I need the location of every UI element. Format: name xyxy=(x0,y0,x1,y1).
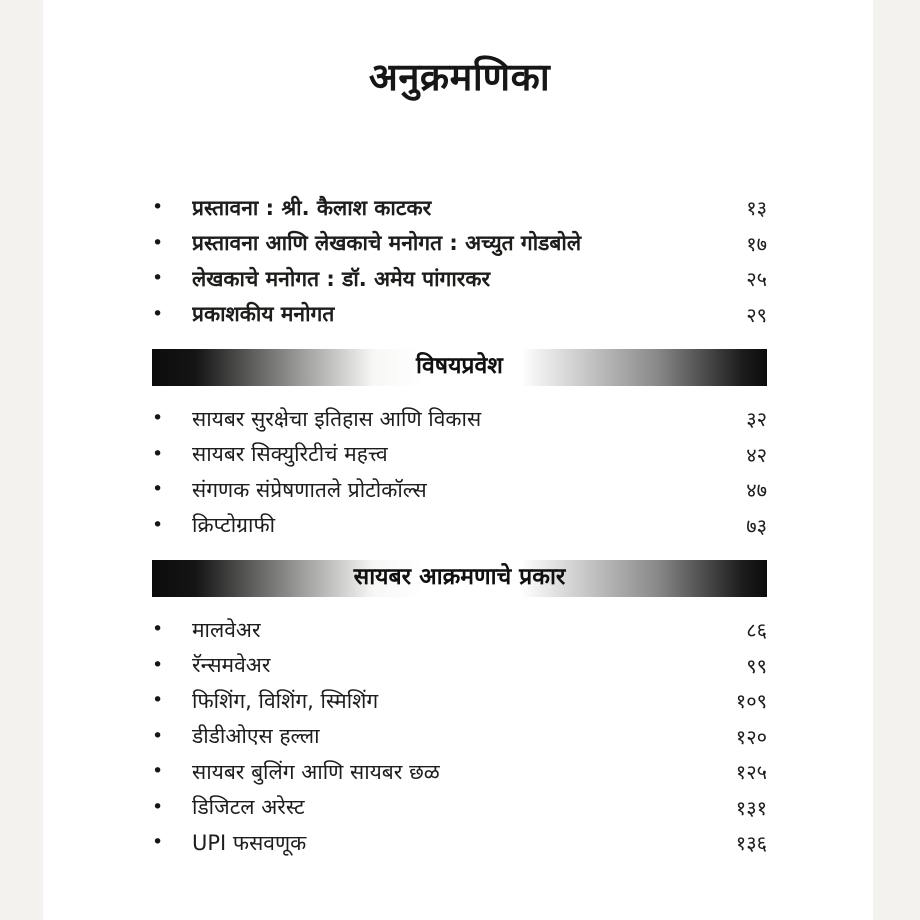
toc-entry-page-number: ९९ xyxy=(746,653,767,678)
toc-entry xyxy=(152,437,767,473)
toc-entry-page-number: २५ xyxy=(746,267,767,292)
bullet-icon: • xyxy=(152,831,164,854)
toc-entry xyxy=(152,648,767,684)
bullet-icon: • xyxy=(152,653,164,676)
toc-entry xyxy=(152,612,767,648)
toc-entry-page-number: १७ xyxy=(746,231,767,256)
bullet-icon: • xyxy=(152,795,164,818)
toc-entry xyxy=(152,401,767,437)
toc-entry xyxy=(152,790,767,826)
toc-entry-title: प्रकाशकीय मनोगत xyxy=(192,302,335,327)
toc-entry-title: प्रस्तावना आणि लेखकाचे मनोगत : अच्युत गोडबोले xyxy=(192,231,582,256)
toc-entry xyxy=(152,754,767,790)
page-title: अनुक्रमणिका xyxy=(368,55,551,99)
toc-entry-title: रॅन्समवेअर xyxy=(192,653,271,678)
toc-entry-page-number: १३१ xyxy=(735,795,767,820)
section-heading-bar xyxy=(152,560,767,597)
toc-entry xyxy=(152,472,767,508)
section-heading-bar xyxy=(152,349,767,386)
bullet-icon: • xyxy=(152,618,164,641)
toc-entry-title: डिजिटल अरेस्ट xyxy=(192,795,305,820)
toc-entry-title: क्रिप्टोग्राफी xyxy=(192,513,276,538)
toc-entry-page-number: ४२ xyxy=(746,442,767,467)
toc-entry xyxy=(152,261,767,297)
bullet-icon: • xyxy=(152,724,164,747)
toc-entry-page-number: ७३ xyxy=(746,513,767,538)
toc-entry-title: संगणक संप्रेषणातले प्रोटोकॉल्स xyxy=(192,477,427,502)
toc-entry-title: मालवेअर xyxy=(192,617,261,642)
bullet-icon: • xyxy=(152,231,164,254)
toc-entry-page-number: १३ xyxy=(746,196,767,221)
toc-entry-page-number: १२० xyxy=(735,724,767,749)
toc-entry xyxy=(152,226,767,262)
toc-entry xyxy=(152,825,767,861)
toc-entry xyxy=(152,719,767,755)
bullet-icon: • xyxy=(152,267,164,290)
bullet-icon: • xyxy=(152,302,164,325)
bullet-icon: • xyxy=(152,513,164,536)
toc-entry-page-number: २९ xyxy=(746,302,767,327)
toc-entry-title: UPI फसवणूक xyxy=(192,830,307,855)
bullet-icon: • xyxy=(152,478,164,501)
toc-entry xyxy=(152,508,767,544)
bullet-icon: • xyxy=(152,442,164,465)
toc-entry-title: लेखकाचे मनोगत : डॉ. अमेय पांगारकर xyxy=(192,266,491,291)
toc-entry-page-number: ४७ xyxy=(746,478,767,503)
page-content xyxy=(152,0,767,861)
toc-entry-title: सायबर बुलिंग आणि सायबर छळ xyxy=(192,759,440,784)
section-heading: सायबर आक्रमणाचे प्रकार xyxy=(353,563,566,590)
toc-entry-page-number: ३२ xyxy=(746,407,767,432)
toc-entry xyxy=(152,190,767,226)
toc-entry xyxy=(152,297,767,333)
toc-entry-title: सायबर सिक्युरिटीचं महत्त्व xyxy=(192,442,388,467)
toc-entry xyxy=(152,683,767,719)
toc-list xyxy=(152,190,767,861)
toc-entry-title: डीडीओएस हल्ला xyxy=(192,724,320,749)
toc-entry-page-number: १३६ xyxy=(735,831,767,856)
toc-entry-page-number: ८६ xyxy=(746,618,767,643)
bullet-icon: • xyxy=(152,407,164,430)
background-right-strip xyxy=(873,0,920,920)
toc-entry-title: प्रस्तावना : श्री. कैलाश काटकर xyxy=(192,195,432,220)
section-heading: विषयप्रवेश xyxy=(416,352,503,379)
toc-entry-page-number: १०९ xyxy=(735,689,767,714)
bullet-icon: • xyxy=(152,760,164,783)
bullet-icon: • xyxy=(152,196,164,219)
toc-entry-title: फिशिंग, विशिंग, स्मिशिंग xyxy=(192,688,379,713)
toc-entry-title: सायबर सुरक्षेचा इतिहास आणि विकास xyxy=(192,406,482,431)
background-left-strip xyxy=(0,0,43,920)
bullet-icon: • xyxy=(152,689,164,712)
toc-entry-page-number: १२५ xyxy=(735,760,767,785)
